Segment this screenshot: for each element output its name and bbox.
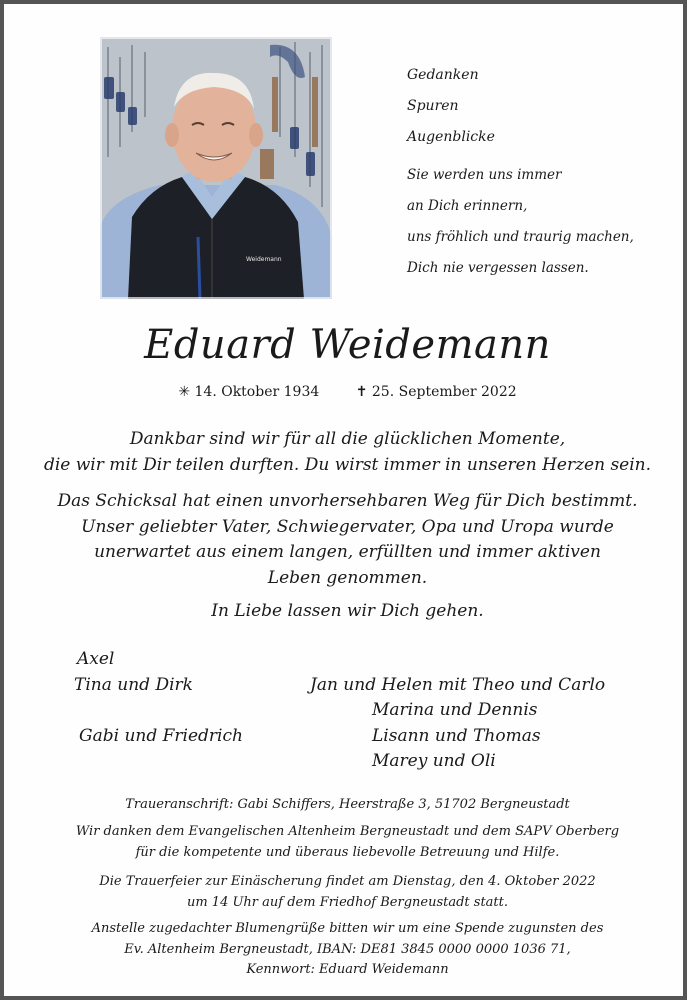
footer-line: Anstelle zugedachter Blumengrüße bitten wir um eine Spende zugunsten des [91, 921, 604, 936]
farewell-line [4, 599, 687, 625]
family-left-bottom [79, 724, 243, 750]
footer-line: Ev. Altenheim Bergneustadt, IBAN: DE81 3845 0000 0000 1036 71, [124, 941, 571, 957]
poem-line: Sie werden uns immer [407, 167, 562, 183]
family-right-list [372, 698, 541, 775]
footer-line: für die kompetente und überaus liebevolle Betreuung und Hilfe. [135, 844, 560, 860]
gratitude-paragraph [4, 427, 687, 478]
poem-word: Gedanken [407, 67, 479, 83]
family-name: Gabi und Friedrich [79, 726, 243, 746]
family-left-second [74, 673, 193, 699]
poem-line: an Dich erinnern, [407, 198, 528, 214]
text-line: Das Schicksal hat einen unvorhersehbaren Weg für Dich bestimmt. [57, 491, 638, 511]
life-dates [4, 384, 687, 400]
family-name: Lisann und Thomas [372, 725, 541, 746]
footer-line: um 14 Uhr auf dem Friedhof Bergneustadt statt. [186, 894, 509, 910]
poem-word: Augenblicke [407, 129, 495, 145]
poem-verse [407, 160, 687, 284]
text-line: unerwartet aus einem langen, erfüllten und immer aktiven [94, 542, 601, 562]
thanks-note [4, 822, 687, 863]
text-line: die wir mit Dir teilen durften. Du wirst immer in unseren Herzen sein. [43, 454, 652, 475]
footer-line: Wir danken dem Evangelischen Altenheim Bergneustadt und dem SAPV Oberberg [75, 824, 620, 839]
ceremony-note [4, 872, 687, 913]
deceased-name: Eduard Weidemann [144, 322, 551, 368]
death-date: ✝ 25. September 2022 [355, 384, 517, 400]
text-line: In Liebe lassen wir Dich gehen. [211, 601, 484, 621]
poem [407, 60, 634, 276]
text-line: Unser geliebter Vater, Schwiegervater, Opa und Uropa wurde [81, 516, 614, 537]
vest-print: Weidemann [246, 256, 282, 263]
portrait-photo [100, 37, 332, 299]
family-right-top [310, 673, 605, 699]
family-name: Marina und Dennis [372, 700, 538, 720]
fate-paragraph [4, 489, 687, 591]
poem-line: Dich nie vergessen lassen. [407, 260, 589, 276]
footer-line: Kennwort: Eduard Weidemann [246, 962, 449, 977]
family-name: Axel [77, 649, 115, 669]
text-line: Leben genommen. [267, 567, 428, 588]
poem-word: Spuren [407, 98, 459, 114]
donation-note [4, 919, 687, 981]
birth-date: ✳ 14. Oktober 1934 [178, 384, 320, 400]
footer-line: Traueranschrift: Gabi Schiffers, Heerstraße 3, 51702 Bergneustadt [125, 797, 570, 812]
poem-line: uns fröhlich und traurig machen, [407, 229, 634, 245]
text-line: Dankbar sind wir für all die glücklichen Momente, [129, 429, 566, 449]
family-name: Tina und Dirk [74, 675, 193, 695]
mourning-address [4, 795, 687, 816]
family-name: Jan und Helen mit Theo und Carlo [310, 675, 606, 695]
family-left-top [77, 647, 114, 673]
family-name: Marey und Oli [372, 751, 496, 771]
footer-line: Die Trauerfeier zur Einäscherung findet am Dienstag, den 4. Oktober 2022 [99, 874, 596, 889]
